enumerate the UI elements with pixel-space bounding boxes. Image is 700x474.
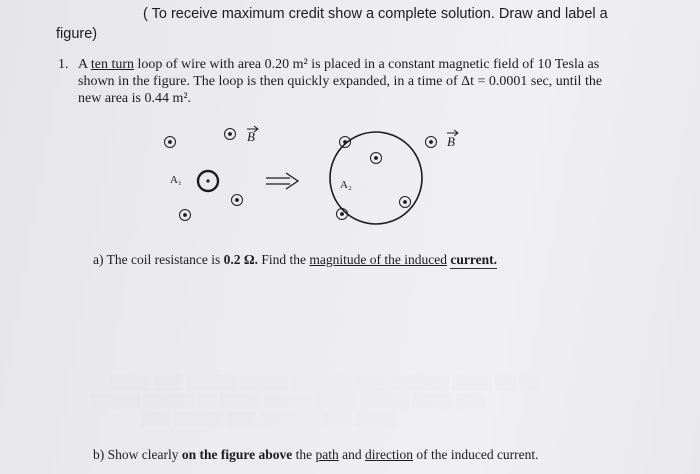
loop-label-a1: A₁ [170,174,182,186]
question-ten-turn-underlined: ten turn [90,57,134,72]
part-a-question [93,252,497,268]
part-b-suffix: of the induced current. [412,447,539,462]
part-a-middle: Find the [258,252,310,267]
instructions-line-1: ( To receive maximum credit show a complete solution. Draw and label a [143,6,608,22]
part-b-bold: on the figure above [181,447,293,462]
question-line-3: new area is 0.44 m². [78,91,192,106]
part-b-question [93,447,539,463]
part-a-prefix: a) The coil resistance is [93,252,224,267]
field-out-of-page-icon [180,210,191,221]
field-out-of-page-icon [232,195,243,206]
show-through-text: ░░░░ ░░░ ░░░░░ ░░░░░ ░░░░░░ ░░░ ░░░░░░ ░░░░ ░░ ░░ ░░░░░ ░░░░░ ░░ ░░░░ ░░░░░ ░░░░ ░░░░░ ░░░░ ░░░ ░░░ ░░░░░ ░░░ ░░░░░░ ░░░ ░░░░ [90,376,539,427]
field-out-of-page-icon [371,153,382,164]
part-b-path: path [315,447,339,462]
question-line-1-post: loop of wire with area 0.20 m² is placed in a constant magnetic field of 10 Tesla as [134,57,600,72]
field-out-of-page-icon [400,197,411,208]
question-line-2: shown in the figure. The loop is then quickly expanded, in a time of Δt = 0.0001 sec, until the [78,74,603,89]
part-a-underlined: magnitude of the induced [309,252,447,267]
instructions-line-2: figure) [56,26,98,42]
part-b-prefix: b) Show clearly [93,447,182,462]
part-b-direction: direction [364,447,413,462]
loop-label-a2: A₂ [340,179,352,191]
field-out-of-page-icon [225,129,236,140]
part-a-current: current. [450,252,497,267]
field-label-b-left: B [247,129,255,144]
large-loop-a2 [330,132,422,224]
question-number: 1. [58,57,69,72]
question-line-1-pre: A [78,57,91,72]
field-out-of-page-icon [340,137,351,148]
question-line-1 [78,57,599,73]
part-b-middle: the [292,447,316,462]
part-b-and: and [338,447,365,462]
part-a-resistance: 0.2 Ω. [223,252,259,267]
expansion-arrow-icon [266,173,298,189]
field-out-of-page-icon [426,137,437,148]
magnetic-field-figure [140,120,480,230]
field-label-b-right: B [447,134,455,149]
field-out-of-page-icon [165,137,176,148]
